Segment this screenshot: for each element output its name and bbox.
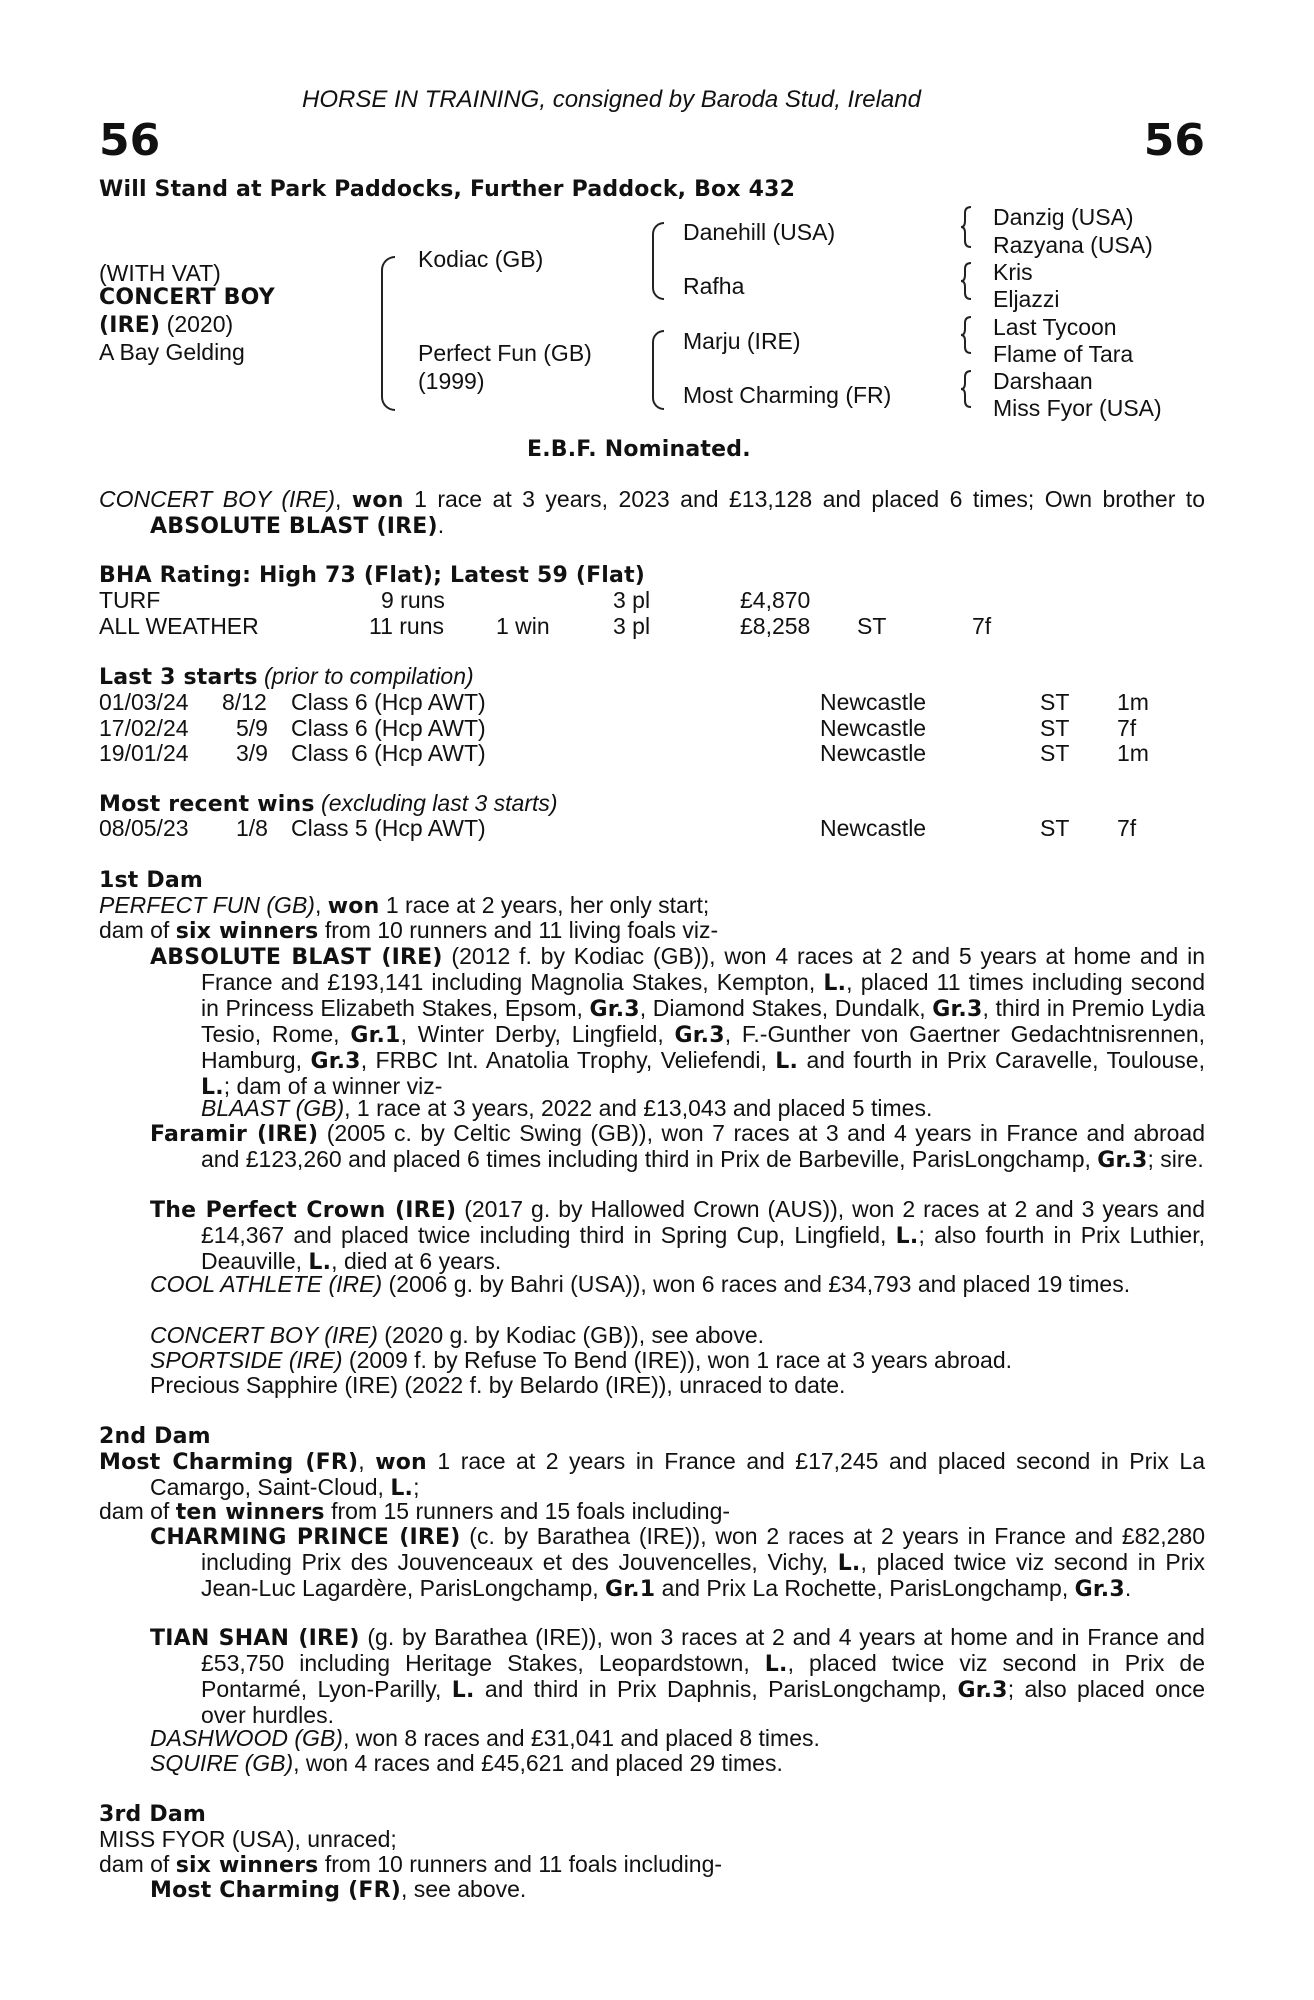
produce-sportside: SPORTSIDE (IRE) (2009 f. by Refuse To Bend (IRE)), won 1 race at 3 years abroad. — [150, 1347, 1013, 1373]
pedigree-sire-dam: Rafha — [683, 273, 745, 299]
produce-blaast: BLAAST (GB), 1 race at 3 years, 2022 and £13,043 and placed 5 times. — [201, 1095, 933, 1121]
produce-cool-athlete: COOL ATHLETE (IRE) (2006 g. by Bahri (USA)), won 6 races and £34,793 and placed 19 times. — [150, 1271, 1131, 1297]
first-dam-heading: 1st Dam — [99, 868, 204, 893]
pedigree-ddd: Miss Fyor (USA) — [993, 395, 1162, 421]
pedigree-braces-third — [961, 205, 973, 415]
pedigree-dam-dam: Most Charming (FR) — [683, 382, 892, 408]
first-dam-produce: dam of six winners from 10 runners and 11 living foals viz- — [99, 917, 719, 944]
second-dam-produce: dam of ten winners from 15 runners and 15 foals including- — [99, 1498, 731, 1525]
rating-row: ALL WEATHER 11 runs 1 win 3 pl £8,258 ST 7f — [99, 613, 992, 639]
lot-number-left: 56 — [99, 115, 161, 166]
horse-name: CONCERT BOY — [99, 285, 275, 310]
horse-name-line2: (IRE) (2020) — [99, 311, 234, 338]
pedigree-sdd: Eljazzi — [993, 286, 1060, 312]
race-summary: CONCERT BOY (IRE), won 1 race at 3 years, 2023 and £13,128 and placed 6 times; Own brother to ABSOLUTE BLAST (IRE). — [99, 486, 1205, 539]
start-row: 17/02/24 5/9 Class 6 (Hcp AWT) Newcastle ST 7f — [99, 715, 1137, 741]
produce-faramir: Faramir (IRE) (2005 c. by Celtic Swing (GB)), won 7 races at 3 and 4 years in France and abroad and £123,260 and placed 6 times including third in Prix de Barbeville, ParisLongchamp, Gr.3; sire. — [150, 1120, 1205, 1173]
produce-charming-prince: CHARMING PRINCE (IRE) (c. by Barathea (IRE)), won 2 races at 2 years in France and £82,280 including Prix des Jouvenceaux et des Jouvencelles, Vichy, L., placed twice viz second in Prix Jean-Luc Lagardère, ParisLongchamp, Gr.1 and Prix La Rochette, ParisLongchamp, Gr.3. — [150, 1523, 1205, 1602]
pedigree-sire: Kodiac (GB) — [418, 246, 544, 272]
pedigree-sss: Danzig (USA) — [993, 204, 1134, 230]
produce-perfect-crown: The Perfect Crown (IRE) (2017 g. by Hallowed Crown (AUS)), won 2 races at 2 and 3 years and £14,367 and placed twice including third in Spring Cup, Lingfield, L.; also fourth in Prix Luthier, Deauville, L., died at 6 years. — [150, 1196, 1205, 1275]
third-dam-heading: 3rd Dam — [99, 1802, 206, 1827]
pedigree-dam: Perfect Fun (GB) — [418, 340, 592, 366]
produce-most-charming: Most Charming (FR), see above. — [150, 1876, 527, 1903]
stand-location: Will Stand at Park Paddocks, Further Paddock, Box 432 — [99, 177, 796, 202]
lot-number-right: 56 — [1143, 115, 1205, 166]
recent-wins-heading: Most recent wins (excluding last 3 starts) — [99, 790, 558, 817]
pedigree-dam-sire: Marju (IRE) — [683, 328, 801, 354]
pedigree-sire-sire: Danehill (USA) — [683, 219, 836, 245]
pedigree-dss: Last Tycoon — [993, 314, 1117, 340]
produce-absolute-blast: ABSOLUTE BLAST (IRE) (2012 f. by Kodiac (GB)), won 4 races at 2 and 5 years at home and in France and £193,141 including Magnolia Stakes, Kempton, L., placed 11 times including second in Princess Elizabeth Stakes, Epsom, Gr.3, Diamond Stakes, Dundalk, Gr.3, third in Premio Lydia Tesio, Rome, Gr.1, Winter Derby, Lingfield, Gr.3, F.-Gunther von Gaertner Gedachtnisrennen, Hamburg, Gr.3, FRBC Int. Anatolia Trophy, Veliefendi, L. and fourth in Prix Caravelle, Toulouse, L.; dam of a winner viz- — [150, 943, 1205, 1100]
vat-note: (WITH VAT) — [99, 260, 221, 286]
third-dam-record: MISS FYOR (USA), unraced; — [99, 1826, 397, 1852]
pedigree-dds: Darshaan — [993, 368, 1093, 394]
consignment-line: HORSE IN TRAINING, consigned by Baroda Stud, Ireland — [302, 86, 921, 113]
produce-dashwood: DASHWOOD (GB), won 8 races and £31,041 and placed 8 times. — [150, 1725, 820, 1751]
third-dam-produce: dam of six winners from 10 runners and 11 foals including- — [99, 1851, 723, 1878]
first-dam-record: PERFECT FUN (GB), won 1 race at 2 years, her only start; — [99, 892, 710, 919]
produce-concert-boy: CONCERT BOY (IRE) (2020 g. by Kodiac (GB)), see above. — [150, 1322, 764, 1348]
horse-description: A Bay Gelding — [99, 339, 245, 365]
pedigree-brace-dam — [652, 330, 664, 410]
last-starts-heading: Last 3 starts (prior to compilation) — [99, 663, 474, 690]
rating-heading: BHA Rating: High 73 (Flat); Latest 59 (Flat) — [99, 563, 646, 588]
second-dam-record: Most Charming (FR), won 1 race at 2 years in France and £17,245 and placed second in Prix La Camargo, Saint-Cloud, L.; — [99, 1448, 1205, 1501]
start-row: 19/01/24 3/9 Class 6 (Hcp AWT) Newcastle ST 1m — [99, 740, 1149, 766]
ebf-nomination: E.B.F. Nominated. — [527, 437, 751, 462]
rating-row: TURF 9 runs 3 pl £4,870 — [99, 587, 811, 613]
pedigree-sds: Kris — [993, 259, 1033, 285]
second-dam-heading: 2nd Dam — [99, 1424, 211, 1449]
produce-squire: SQUIRE (GB), won 4 races and £45,621 and placed 29 times. — [150, 1750, 783, 1776]
pedigree-ssd: Razyana (USA) — [993, 232, 1153, 258]
produce-precious-sapphire: Precious Sapphire (IRE) (2022 f. by Belardo (IRE)), unraced to date. — [150, 1372, 846, 1398]
start-row: 01/03/24 8/12 Class 6 (Hcp AWT) Newcastle ST 1m — [99, 689, 1149, 715]
pedigree-dsd: Flame of Tara — [993, 341, 1134, 367]
win-row: 08/05/23 1/8 Class 5 (Hcp AWT) Newcastle ST 7f — [99, 815, 1137, 841]
pedigree-brace-main — [381, 256, 395, 411]
pedigree-dam-year: (1999) — [418, 368, 485, 394]
produce-tian-shan: TIAN SHAN (IRE) (g. by Barathea (IRE)), won 3 races at 2 and 4 years at home and in France and £53,750 including Heritage Stakes, Leopardstown, L., placed twice viz second in Prix de Pontarmé, Lyon-Parilly, L. and third in Prix Daphnis, ParisLongchamp, Gr.3; also placed once over hurdles. — [150, 1624, 1205, 1728]
pedigree-brace-sire — [652, 222, 664, 300]
